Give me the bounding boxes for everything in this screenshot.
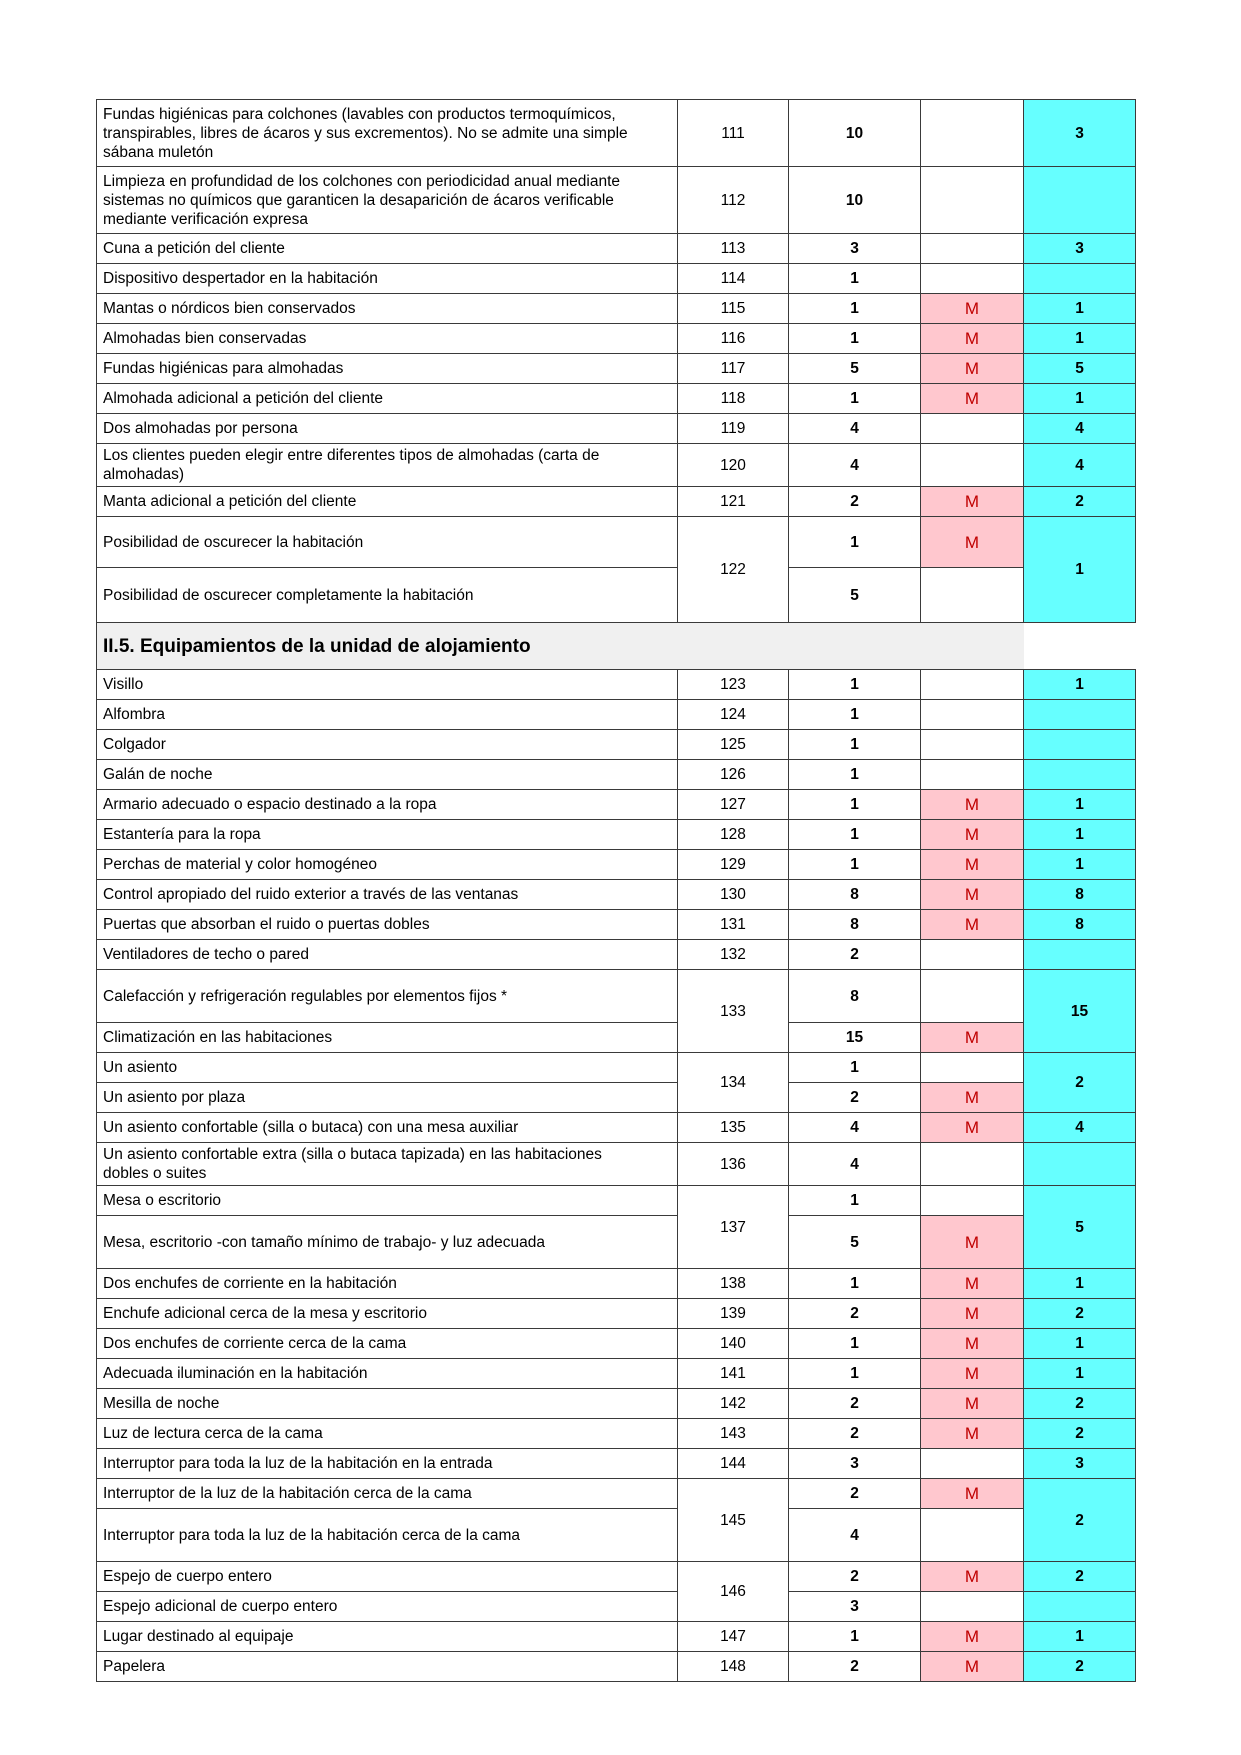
mandatory-empty-cell: [921, 700, 1024, 730]
points-value: 1: [789, 264, 921, 294]
mandatory-empty-cell: [921, 1592, 1024, 1622]
criterion-number: 124: [678, 700, 789, 730]
points-value: 10: [789, 167, 921, 234]
criterion-row: [97, 1562, 1136, 1592]
points-value: 1: [789, 1329, 921, 1359]
mandatory-empty-cell: [921, 167, 1024, 234]
criterion-row: [97, 1389, 1136, 1419]
points-value: 3: [789, 1592, 921, 1622]
criterion-row: [97, 1449, 1136, 1479]
score-value: 1: [1024, 820, 1136, 850]
criterion-text: Climatización en las habitaciones: [97, 1023, 678, 1053]
mandatory-empty-cell: [921, 100, 1024, 167]
criterion-text: Alfombra: [97, 700, 678, 730]
criterion-text: Mesilla de noche: [97, 1389, 678, 1419]
criterion-number: 141: [678, 1359, 789, 1389]
points-value: 2: [789, 1389, 921, 1419]
mandatory-marker: M: [921, 1419, 1024, 1449]
criterion-text: Visillo: [97, 670, 678, 700]
score-value: 4: [1024, 444, 1136, 487]
document-page: [96, 99, 1136, 1682]
criterion-text: Dos enchufes de corriente cerca de la cama: [97, 1329, 678, 1359]
criterion-number: 133: [678, 970, 789, 1053]
score-value: 5: [1024, 354, 1136, 384]
points-value: 8: [789, 970, 921, 1023]
criterion-row: [97, 1359, 1136, 1389]
points-value: 1: [789, 1053, 921, 1083]
criterion-text: Mesa o escritorio: [97, 1186, 678, 1216]
score-value: 2: [1024, 1652, 1136, 1682]
criterion-text: Calefacción y refrigeración regulables por elementos fijos *: [97, 970, 678, 1023]
criterion-number: 130: [678, 880, 789, 910]
criterion-row: [97, 100, 1136, 167]
score-value: 1: [1024, 790, 1136, 820]
criterion-number: 140: [678, 1329, 789, 1359]
criterion-row: [97, 1479, 1136, 1509]
criterion-row: [97, 1186, 1136, 1216]
criterion-number: 138: [678, 1269, 789, 1299]
criterion-row: [97, 1053, 1136, 1083]
criterion-number: 116: [678, 324, 789, 354]
score-value: 1: [1024, 670, 1136, 700]
mandatory-marker: M: [921, 354, 1024, 384]
score-value: 4: [1024, 1113, 1136, 1143]
criterion-row: [97, 1113, 1136, 1143]
criterion-text: Dos enchufes de corriente en la habitación: [97, 1269, 678, 1299]
points-value: 1: [789, 850, 921, 880]
mandatory-empty-cell: [921, 1143, 1024, 1186]
criterion-row: [97, 1269, 1136, 1299]
criterion-text: Luz de lectura cerca de la cama: [97, 1419, 678, 1449]
criterion-text: Interruptor para toda la luz de la habitación en la entrada: [97, 1449, 678, 1479]
criterion-row: [97, 1329, 1136, 1359]
mandatory-marker: M: [921, 1652, 1024, 1682]
score-value: 2: [1024, 487, 1136, 517]
criterion-text: Lugar destinado al equipaje: [97, 1622, 678, 1652]
mandatory-empty-cell: [921, 940, 1024, 970]
mandatory-empty-cell: [921, 1053, 1024, 1083]
mandatory-marker: M: [921, 1622, 1024, 1652]
criterion-row: [97, 444, 1136, 487]
mandatory-empty-cell: [921, 970, 1024, 1023]
criterion-number: 120: [678, 444, 789, 487]
points-value: 1: [789, 790, 921, 820]
criterion-number: 115: [678, 294, 789, 324]
criterion-row: [97, 517, 1136, 568]
criterion-row: [97, 1622, 1136, 1652]
mandatory-marker: M: [921, 517, 1024, 568]
score-value: 3: [1024, 1449, 1136, 1479]
score-value: 1: [1024, 324, 1136, 354]
score-value: 1: [1024, 294, 1136, 324]
criterion-text: Control apropiado del ruido exterior a través de las ventanas: [97, 880, 678, 910]
criterion-text: Puertas que absorban el ruido o puertas dobles: [97, 910, 678, 940]
mandatory-empty-cell: [921, 760, 1024, 790]
criterion-text: Almohada adicional a petición del cliente: [97, 384, 678, 414]
points-value: 4: [789, 1509, 921, 1562]
criterion-number: 147: [678, 1622, 789, 1652]
criterion-row: [97, 1083, 1136, 1113]
mandatory-marker: M: [921, 1329, 1024, 1359]
score-value: [1024, 700, 1136, 730]
criterion-number: 145: [678, 1479, 789, 1562]
criterion-number: 132: [678, 940, 789, 970]
mandatory-empty-cell: [921, 730, 1024, 760]
points-value: 2: [789, 940, 921, 970]
criterion-text: Posibilidad de oscurecer completamente la habitación: [97, 568, 678, 623]
criterion-row: [97, 264, 1136, 294]
criterion-text: Un asiento confortable (silla o butaca) con una mesa auxiliar: [97, 1113, 678, 1143]
criterion-row: [97, 1652, 1136, 1682]
criterion-text: Interruptor de la luz de la habitación cerca de la cama: [97, 1479, 678, 1509]
section-header-row: [97, 623, 1136, 670]
mandatory-marker: M: [921, 1299, 1024, 1329]
mandatory-marker: M: [921, 790, 1024, 820]
criterion-row: [97, 1419, 1136, 1449]
score-value: 1: [1024, 384, 1136, 414]
criterion-text: Fundas higiénicas para colchones (lavables con productos termoquímicos, transpirables, libres de ácaros y sus excrementos). No se admite una simple sábana muletón: [97, 100, 678, 167]
criterion-number: 135: [678, 1113, 789, 1143]
points-value: 2: [789, 487, 921, 517]
criterion-text: Almohadas bien conservadas: [97, 324, 678, 354]
points-value: 3: [789, 234, 921, 264]
mandatory-marker: M: [921, 1113, 1024, 1143]
mandatory-marker: M: [921, 324, 1024, 354]
score-value: 2: [1024, 1053, 1136, 1113]
criterion-text: Manta adicional a petición del cliente: [97, 487, 678, 517]
criterion-text: Adecuada iluminación en la habitación: [97, 1359, 678, 1389]
criterion-row: [97, 294, 1136, 324]
score-value: 2: [1024, 1562, 1136, 1592]
score-value: 1: [1024, 517, 1136, 623]
criterion-row: [97, 384, 1136, 414]
criterion-number: 114: [678, 264, 789, 294]
mandatory-marker: M: [921, 294, 1024, 324]
points-value: 2: [789, 1652, 921, 1682]
criterion-row: [97, 1592, 1136, 1622]
points-value: 15: [789, 1023, 921, 1053]
criterion-text: Mantas o nórdicos bien conservados: [97, 294, 678, 324]
criterion-row: [97, 700, 1136, 730]
criterion-number: 126: [678, 760, 789, 790]
criterion-text: Estantería para la ropa: [97, 820, 678, 850]
score-value: 4: [1024, 414, 1136, 444]
criterion-text: Dos almohadas por persona: [97, 414, 678, 444]
points-value: 1: [789, 1186, 921, 1216]
section-gap-cell: [1024, 623, 1136, 670]
criterion-text: Un asiento por plaza: [97, 1083, 678, 1113]
criterion-row: [97, 790, 1136, 820]
points-value: 8: [789, 880, 921, 910]
criterion-text: Galán de noche: [97, 760, 678, 790]
criterion-number: 122: [678, 517, 789, 623]
points-value: 5: [789, 1216, 921, 1269]
points-value: 1: [789, 760, 921, 790]
criterion-number: 134: [678, 1053, 789, 1113]
mandatory-marker: M: [921, 910, 1024, 940]
score-value: [1024, 1592, 1136, 1622]
points-value: 1: [789, 517, 921, 568]
criterion-number: 128: [678, 820, 789, 850]
criterion-row: [97, 354, 1136, 384]
mandatory-marker: M: [921, 1083, 1024, 1113]
criterion-row: [97, 1143, 1136, 1186]
mandatory-empty-cell: [921, 444, 1024, 487]
score-value: 8: [1024, 880, 1136, 910]
points-value: 4: [789, 414, 921, 444]
mandatory-empty-cell: [921, 1449, 1024, 1479]
points-value: 3: [789, 1449, 921, 1479]
criterion-number: 125: [678, 730, 789, 760]
points-value: 8: [789, 910, 921, 940]
criterion-text: Mesa, escritorio -con tamaño mínimo de trabajo- y luz adecuada: [97, 1216, 678, 1269]
score-value: 2: [1024, 1299, 1136, 1329]
score-value: 15: [1024, 970, 1136, 1053]
criterion-text: Papelera: [97, 1652, 678, 1682]
points-value: 1: [789, 1622, 921, 1652]
criteria-table: [96, 99, 1136, 1682]
criterion-row: [97, 1509, 1136, 1562]
points-value: 1: [789, 670, 921, 700]
criterion-number: 121: [678, 487, 789, 517]
points-value: 10: [789, 100, 921, 167]
criterion-text: Armario adecuado o espacio destinado a la ropa: [97, 790, 678, 820]
mandatory-marker: M: [921, 1023, 1024, 1053]
criterion-number: 131: [678, 910, 789, 940]
criterion-number: 113: [678, 234, 789, 264]
criterion-text: Posibilidad de oscurecer la habitación: [97, 517, 678, 568]
mandatory-marker: M: [921, 384, 1024, 414]
criterion-number: 129: [678, 850, 789, 880]
score-value: 2: [1024, 1419, 1136, 1449]
mandatory-marker: M: [921, 1216, 1024, 1269]
criterion-row: [97, 910, 1136, 940]
criterion-row: [97, 730, 1136, 760]
criterion-text: Colgador: [97, 730, 678, 760]
score-value: 1: [1024, 1359, 1136, 1389]
criterion-number: 144: [678, 1449, 789, 1479]
mandatory-empty-cell: [921, 568, 1024, 623]
score-value: [1024, 264, 1136, 294]
criterion-text: Dispositivo despertador en la habitación: [97, 264, 678, 294]
mandatory-empty-cell: [921, 264, 1024, 294]
criterion-row: [97, 1023, 1136, 1053]
criterion-row: [97, 970, 1136, 1023]
score-value: 5: [1024, 1186, 1136, 1269]
criterion-text: Perchas de material y color homogéneo: [97, 850, 678, 880]
points-value: 2: [789, 1299, 921, 1329]
criterion-row: [97, 1216, 1136, 1269]
score-value: 3: [1024, 100, 1136, 167]
criterion-text: Ventiladores de techo o pared: [97, 940, 678, 970]
criterion-row: [97, 820, 1136, 850]
criterion-text: Espejo de cuerpo entero: [97, 1562, 678, 1592]
criterion-text: Interruptor para toda la luz de la habitación cerca de la cama: [97, 1509, 678, 1562]
criterion-number: 139: [678, 1299, 789, 1329]
criterion-number: 111: [678, 100, 789, 167]
criterion-text: Cuna a petición del cliente: [97, 234, 678, 264]
mandatory-empty-cell: [921, 414, 1024, 444]
criterion-number: 127: [678, 790, 789, 820]
score-value: [1024, 1143, 1136, 1186]
criterion-text: Enchufe adicional cerca de la mesa y escritorio: [97, 1299, 678, 1329]
mandatory-marker: M: [921, 850, 1024, 880]
score-value: 2: [1024, 1389, 1136, 1419]
score-value: [1024, 730, 1136, 760]
criterion-number: 118: [678, 384, 789, 414]
mandatory-empty-cell: [921, 1186, 1024, 1216]
criterion-number: 148: [678, 1652, 789, 1682]
criteria-table-body: [97, 100, 1136, 1682]
criterion-row: [97, 167, 1136, 234]
criterion-number: 136: [678, 1143, 789, 1186]
criterion-number: 137: [678, 1186, 789, 1269]
score-value: [1024, 940, 1136, 970]
criterion-text: Espejo adicional de cuerpo entero: [97, 1592, 678, 1622]
points-value: 1: [789, 820, 921, 850]
score-value: 3: [1024, 234, 1136, 264]
criterion-text: Fundas higiénicas para almohadas: [97, 354, 678, 384]
points-value: 1: [789, 1269, 921, 1299]
criterion-row: [97, 568, 1136, 623]
score-value: 8: [1024, 910, 1136, 940]
points-value: 2: [789, 1083, 921, 1113]
criterion-number: 117: [678, 354, 789, 384]
points-value: 1: [789, 294, 921, 324]
mandatory-marker: M: [921, 1562, 1024, 1592]
criterion-number: 119: [678, 414, 789, 444]
score-value: 2: [1024, 1479, 1136, 1562]
mandatory-marker: M: [921, 880, 1024, 910]
mandatory-empty-cell: [921, 234, 1024, 264]
mandatory-marker: M: [921, 1389, 1024, 1419]
points-value: 4: [789, 1113, 921, 1143]
mandatory-marker: M: [921, 1479, 1024, 1509]
points-value: 1: [789, 324, 921, 354]
criterion-row: [97, 487, 1136, 517]
criterion-row: [97, 760, 1136, 790]
criterion-row: [97, 414, 1136, 444]
criterion-number: 112: [678, 167, 789, 234]
points-value: 5: [789, 354, 921, 384]
mandatory-marker: M: [921, 487, 1024, 517]
mandatory-marker: M: [921, 1269, 1024, 1299]
criterion-row: [97, 234, 1136, 264]
score-value: [1024, 760, 1136, 790]
criterion-row: [97, 1299, 1136, 1329]
criterion-text: Un asiento: [97, 1053, 678, 1083]
criterion-number: 142: [678, 1389, 789, 1419]
points-value: 1: [789, 700, 921, 730]
points-value: 4: [789, 1143, 921, 1186]
score-value: [1024, 167, 1136, 234]
points-value: 2: [789, 1479, 921, 1509]
criterion-text: Limpieza en profundidad de los colchones con periodicidad anual mediante sistemas no químicos que garanticen la desaparición de ácaros verificable mediante verificación expresa: [97, 167, 678, 234]
points-value: 1: [789, 384, 921, 414]
score-value: 1: [1024, 1329, 1136, 1359]
points-value: 1: [789, 730, 921, 760]
criterion-row: [97, 324, 1136, 354]
criterion-number: 123: [678, 670, 789, 700]
mandatory-marker: M: [921, 1359, 1024, 1389]
points-value: 4: [789, 444, 921, 487]
criterion-row: [97, 670, 1136, 700]
criterion-row: [97, 940, 1136, 970]
criterion-text: Los clientes pueden elegir entre diferentes tipos de almohadas (carta de almohadas): [97, 444, 678, 487]
points-value: 1: [789, 1359, 921, 1389]
section-title: II.5. Equipamientos de la unidad de alojamiento: [97, 623, 1024, 670]
score-value: 1: [1024, 850, 1136, 880]
criterion-number: 143: [678, 1419, 789, 1449]
score-value: 1: [1024, 1269, 1136, 1299]
criterion-number: 146: [678, 1562, 789, 1622]
criterion-row: [97, 850, 1136, 880]
mandatory-empty-cell: [921, 1509, 1024, 1562]
points-value: 2: [789, 1562, 921, 1592]
mandatory-empty-cell: [921, 670, 1024, 700]
criterion-text: Un asiento confortable extra (silla o butaca tapizada) en las habitaciones dobles o suites: [97, 1143, 678, 1186]
score-value: 1: [1024, 1622, 1136, 1652]
points-value: 2: [789, 1419, 921, 1449]
points-value: 5: [789, 568, 921, 623]
criterion-row: [97, 880, 1136, 910]
mandatory-marker: M: [921, 820, 1024, 850]
